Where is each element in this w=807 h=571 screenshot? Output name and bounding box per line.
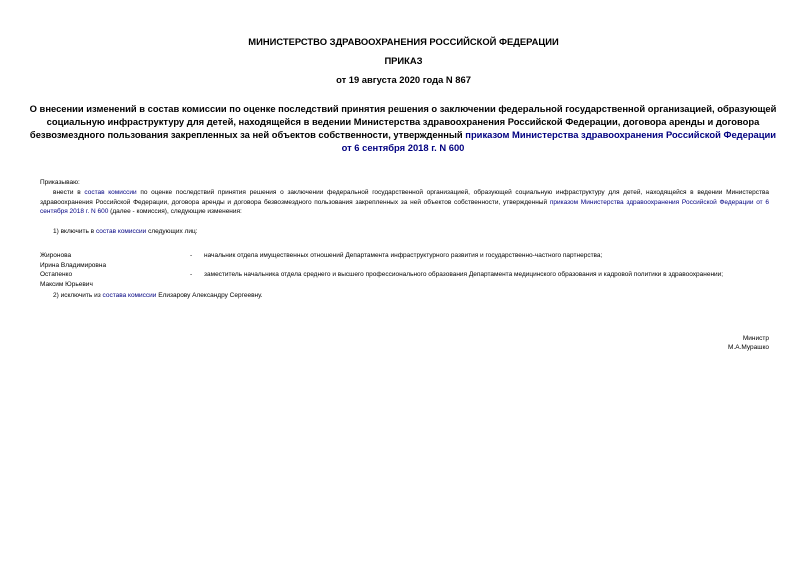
ministry-heading: МИНИСТЕРСТВО ЗДРАВООХРАНЕНИЯ РОССИЙСКОЙ ФЕДЕРАЦИИ: [248, 36, 559, 47]
item-1-commission-link[interactable]: состав комиссии: [95, 228, 147, 235]
member-dash: -: [190, 271, 193, 278]
item-2-commission-link[interactable]: состава комиссии: [102, 292, 157, 299]
member-position: начальник отдела имущественных отношений Департамента инфраструктурного развития и государственно-частного партнерства;: [204, 252, 603, 259]
title-text: О внесении изменений в состав комиссии по оценке последствий принятия решения о заключении федеральной государственной организацией, образующей социальную инфраструктуру для детей, находящейся в ведении Министерства здравоохранения Российской Федерации, договора аренды и договора безвозмездного пользования закрепленных за ней объектов собственности, утвержденный: [29, 103, 777, 140]
member-surname: Остапенко: [40, 271, 73, 278]
member-row: [40, 270, 769, 292]
signatory-name: М.А.Мурашко: [727, 344, 769, 351]
intro-commission-link[interactable]: состав комиссии: [84, 189, 137, 196]
item-2-suffix: Елизарову Александру Сергеевну.: [156, 292, 263, 299]
member-position: заместитель начальника отдела среднего и высшего профессионального образования Департамента медицинского образования и кадровой политики в здравоохранении;: [204, 271, 724, 278]
intro-order-link[interactable]: приказом Министерства здравоохранения Российской Федерации от 6 сентября 2018 г. N 600: [40, 198, 769, 215]
item-1: [53, 227, 198, 237]
item-1-prefix: 1) включить в: [53, 228, 96, 235]
intro-paragraph: [40, 188, 769, 217]
intro-middle: по оценке последствий принятия решения о заключении федеральной государственной организацией, образующей социальную инфраструктуру для детей, находящейся в ведении Министерства здравоохранения Российской Федерации, договора аренды и договора безвозмездного пользования закрепленных за ней объектов собственности, утвержденный: [40, 189, 769, 206]
member-dash: -: [190, 252, 193, 259]
date-number-heading: от 19 августа 2020 года N 867: [336, 74, 471, 85]
item-1-suffix: следующих лиц:: [146, 228, 198, 235]
item-2: [53, 291, 263, 301]
intro-prefix: внести в: [53, 189, 85, 196]
document-title: [28, 102, 778, 154]
item-2-prefix: 2) исключить из: [53, 292, 103, 299]
member-given-name: Максим Юрьевич: [40, 280, 93, 288]
order-word: Приказываю:: [40, 179, 80, 186]
member-surname: Жиронова: [40, 252, 72, 259]
title-order-link[interactable]: приказом Министерства здравоохранения Российской Федерации от 6 сентября 2018 г. N 600: [341, 129, 777, 153]
signatory-position: Министр: [742, 335, 769, 342]
document-type-heading: ПРИКАЗ: [384, 55, 423, 66]
member-given-name: Ирина Владимировна: [40, 261, 107, 269]
intro-suffix: (далее - комиссия), следующие изменения:: [108, 208, 242, 215]
